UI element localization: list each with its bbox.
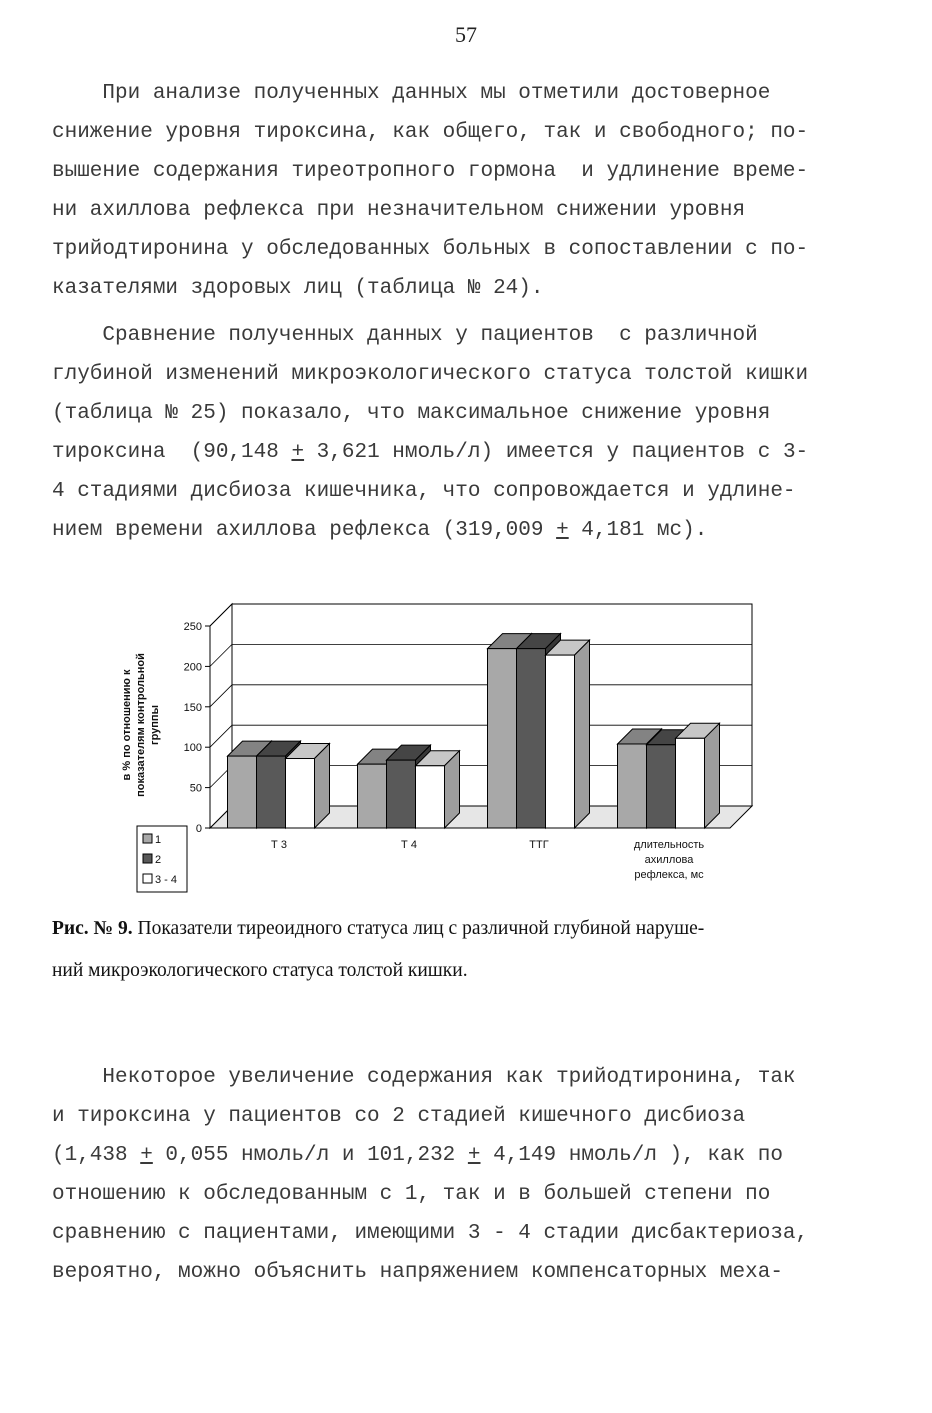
legend-label: 1 bbox=[155, 834, 162, 846]
bar bbox=[228, 756, 257, 828]
text-line: 4 стадиями дисбиоза кишечника, что сопровождается и удлине- bbox=[52, 480, 796, 503]
text-line: (1,438 + 0,055 нмоль/л и 101,232 + 4,149 нмоль/л ), как по bbox=[52, 1144, 783, 1167]
bar bbox=[517, 649, 546, 828]
bar bbox=[546, 655, 575, 828]
caption-label: Рис. № 9. bbox=[52, 918, 133, 939]
bar bbox=[416, 766, 445, 828]
caption-text-2: ний микроэкологического статуса толстой кишки. bbox=[52, 960, 468, 981]
text-line: отношению к обследованным с 1, так и в большей степени по bbox=[52, 1183, 771, 1206]
bar bbox=[387, 760, 416, 828]
legend-label: 3 - 4 bbox=[155, 874, 178, 886]
text-line: снижение уровня тироксина, как общего, так и свободного; по- bbox=[52, 121, 809, 144]
y-axis-label: в % по отношению к bbox=[121, 669, 133, 781]
text-line: трийодтиронина у обследованных больных в сопоставлении с по- bbox=[52, 238, 809, 261]
legend-swatch bbox=[143, 834, 152, 843]
text-line: нием времени ахиллова рефлекса (319,009 + 4,181 мс). bbox=[52, 519, 708, 542]
x-tick-label: ахиллова bbox=[644, 854, 694, 866]
text-line: При анализе полученных данных мы отметили достоверное bbox=[52, 82, 771, 105]
x-tick-label: ТТГ bbox=[529, 839, 549, 851]
bar bbox=[647, 745, 676, 828]
text-line: (таблица № 25) показало, что максимальное снижение уровня bbox=[52, 402, 771, 425]
y-axis-label: показателям контрольной bbox=[135, 653, 147, 797]
plus-minus-sign: + bbox=[467, 1144, 481, 1167]
text-line: тироксина (90,148 + 3,621 нмоль/л) имеется у пациентов с 3- bbox=[52, 441, 809, 464]
y-tick-label: 100 bbox=[183, 742, 202, 755]
bar-chart bbox=[110, 600, 790, 900]
bar bbox=[618, 744, 647, 828]
y-tick-label: 250 bbox=[183, 621, 202, 633]
x-tick-label: рефлекса, мс bbox=[634, 869, 704, 881]
bar bbox=[286, 759, 315, 828]
plus-minus-sign: + bbox=[140, 1144, 153, 1167]
text-line: казателями здоровых лиц (таблица № 24). bbox=[52, 277, 544, 300]
text-line: вероятно, можно объяснить напряжением компенсаторных меха- bbox=[52, 1261, 783, 1284]
bar bbox=[676, 738, 705, 828]
text-line: сравнению с пациентами, имеющими 3 - 4 стадии дисбактериоза, bbox=[52, 1222, 809, 1245]
plus-minus-sign: + bbox=[556, 519, 569, 542]
figure-caption bbox=[52, 908, 892, 992]
plus-minus-sign: + bbox=[291, 441, 305, 464]
y-axis-label: группы bbox=[149, 705, 161, 745]
legend-swatch bbox=[143, 874, 152, 883]
caption-text-1: Показатели тиреоидного статуса лиц с различной глубиной наруше- bbox=[132, 918, 705, 939]
y-tick-label: 0 bbox=[195, 823, 202, 835]
x-tick-label: Т 3 bbox=[271, 839, 287, 851]
text-line: ни ахиллова рефлекса при незначительном снижении уровня bbox=[52, 199, 746, 222]
legend-label: 2 bbox=[155, 854, 162, 866]
bar-side bbox=[315, 744, 330, 828]
text-line: вышение содержания тиреотропного гормона и удлинение време- bbox=[52, 160, 809, 183]
paragraph-3 bbox=[52, 1058, 808, 1292]
x-tick-label: длительность bbox=[633, 839, 705, 851]
page-number: 57 bbox=[455, 22, 477, 47]
y-tick-label: 50 bbox=[189, 782, 202, 795]
x-tick-label: Т 4 bbox=[401, 839, 417, 851]
legend-swatch bbox=[143, 854, 152, 863]
text-line: Сравнение полученных данных у пациентов с различной bbox=[52, 324, 758, 347]
bar bbox=[257, 756, 286, 828]
y-tick-label: 200 bbox=[183, 661, 202, 674]
text-line: и тироксина у пациентов со 2 стадией кишечного дисбиоза bbox=[52, 1105, 746, 1128]
y-tick-label: 150 bbox=[183, 701, 202, 714]
bar-side bbox=[575, 640, 590, 828]
bar bbox=[488, 649, 517, 828]
bar bbox=[358, 764, 387, 828]
bar-side bbox=[705, 723, 720, 828]
text-line: Некоторое увеличение содержания как трийодтиронина, так bbox=[52, 1066, 796, 1089]
paragraph-1 bbox=[52, 74, 808, 308]
text-line: глубиной изменений микроэкологического статуса толстой кишки bbox=[52, 363, 809, 386]
paragraph-2 bbox=[52, 316, 808, 550]
